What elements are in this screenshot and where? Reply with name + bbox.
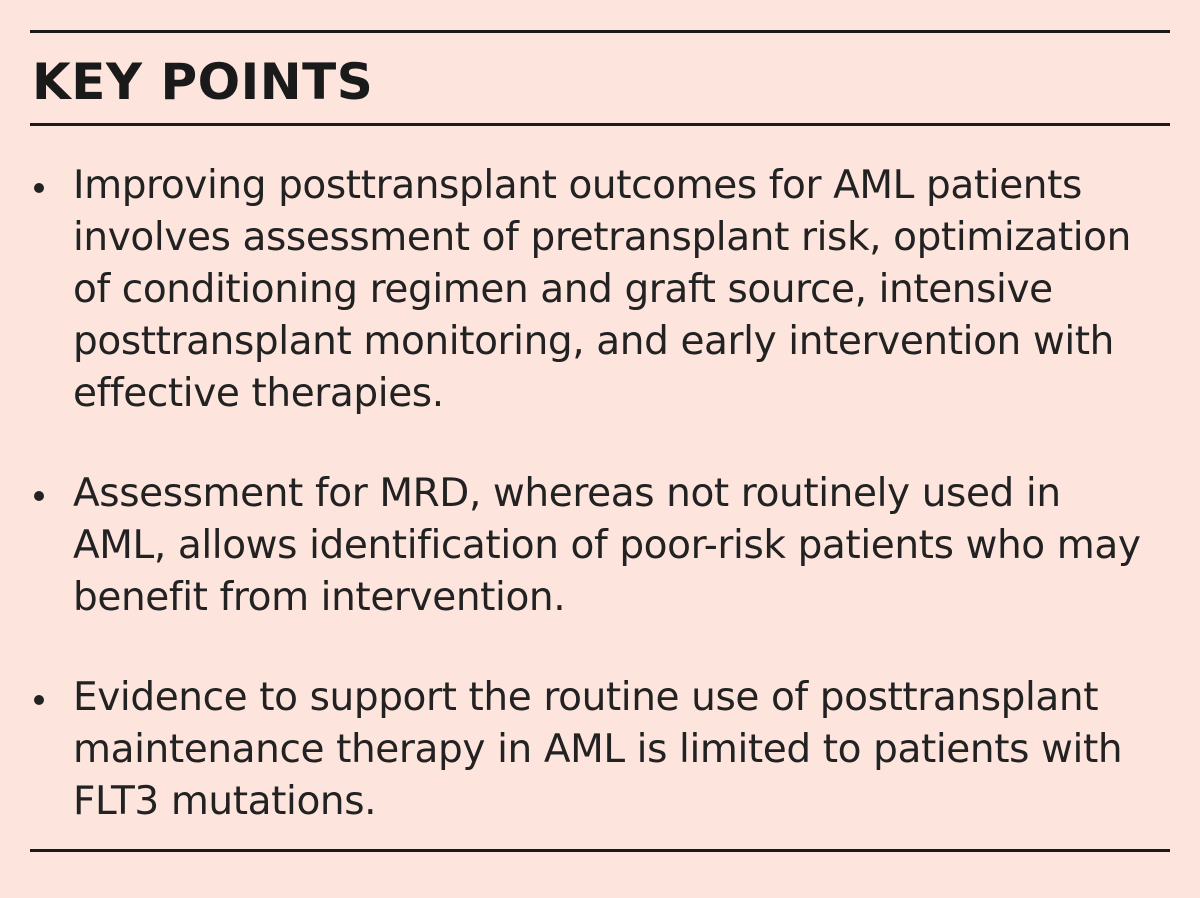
- heading-rule: [30, 123, 1170, 126]
- key-points-heading: KEY POINTS: [32, 53, 374, 111]
- bottom-rule: [30, 849, 1170, 852]
- key-points-list: [30, 160, 1160, 876]
- key-point-item: [30, 468, 1160, 624]
- key-point-text: Improving posttransplant outcomes for AML patients involves assessment of pretransplant risk, optimization of conditioning regimen and graft source, intensive posttransplant monitoring, and early intervention with effective therapies.: [73, 163, 1131, 416]
- key-point-text: Evidence to support the routine use of posttransplant maintenance therapy in AML is limited to patients with FLT3 mutations.: [73, 675, 1123, 824]
- key-point-text: Assessment for MRD, whereas not routinely used in AML, allows identification of poor-risk patients who may benefit from intervention.: [73, 471, 1141, 620]
- bullet-icon: [34, 183, 44, 193]
- key-point-item: [30, 672, 1160, 828]
- bullet-icon: [34, 695, 44, 705]
- bullet-icon: [34, 491, 44, 501]
- key-point-item: [30, 160, 1160, 420]
- top-rule: [30, 30, 1170, 33]
